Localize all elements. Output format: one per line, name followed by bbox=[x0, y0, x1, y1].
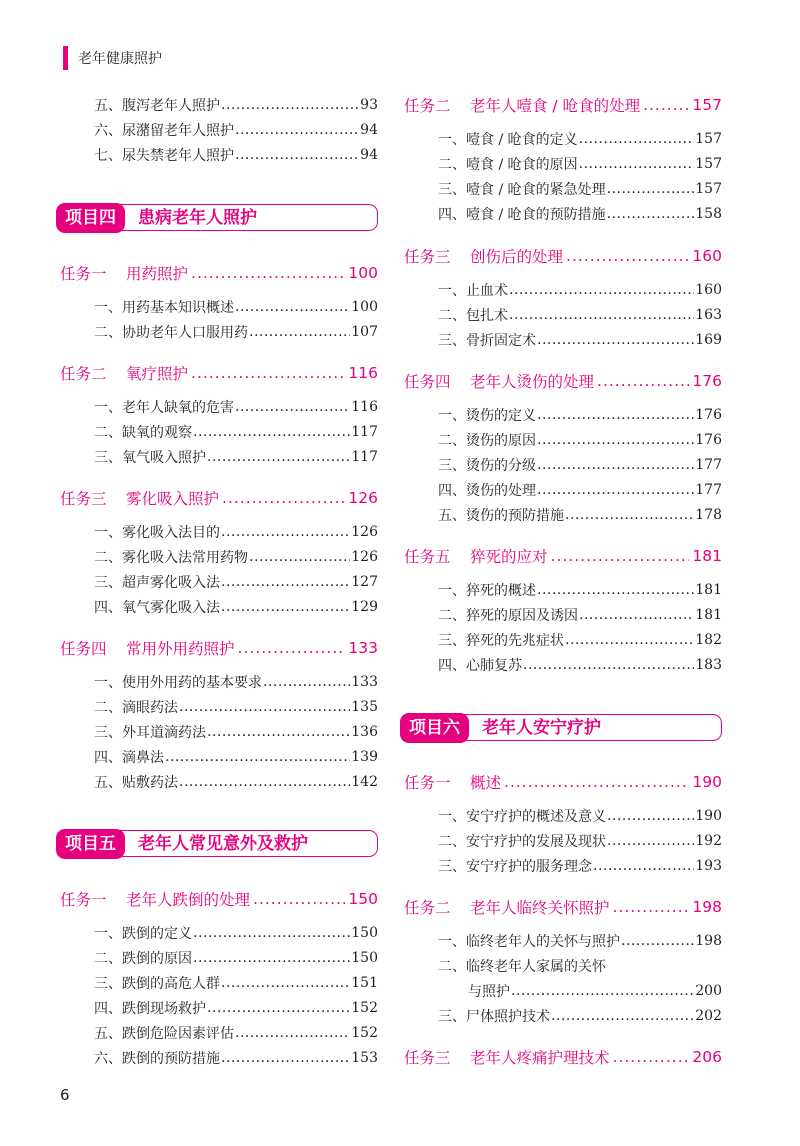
entry-title: 四、跌倒现场救护 bbox=[94, 1001, 206, 1017]
entry-title: 七、尿失禁老年人照护 bbox=[94, 148, 234, 164]
dot-leader bbox=[509, 282, 694, 298]
entry-page-number: 177 bbox=[695, 482, 722, 498]
toc-entry[interactable] bbox=[94, 997, 378, 1019]
dot-leader bbox=[537, 332, 694, 348]
dot-leader bbox=[207, 449, 350, 465]
dot-leader bbox=[221, 574, 350, 590]
toc-entry[interactable] bbox=[438, 153, 722, 175]
dot-leader bbox=[238, 639, 346, 657]
entry-title: 四、心肺复苏 bbox=[438, 658, 522, 674]
task-page-number: 133 bbox=[348, 639, 378, 657]
dot-leader bbox=[566, 247, 689, 265]
toc-entry[interactable] bbox=[438, 930, 722, 952]
entry-page-number: 169 bbox=[695, 332, 722, 348]
dot-leader bbox=[593, 858, 694, 874]
entry-page-number: 160 bbox=[695, 282, 722, 298]
entry-page-number: 193 bbox=[695, 858, 722, 874]
toc-entry[interactable] bbox=[94, 144, 378, 166]
entry-title: 五、贴敷药法 bbox=[94, 775, 178, 791]
entry-title: 三、安宁疗护的服务理念 bbox=[438, 859, 592, 875]
entry-title: 三、跌倒的高危人群 bbox=[94, 976, 220, 992]
entry-page-number: 202 bbox=[695, 1008, 722, 1024]
project-heading[interactable] bbox=[56, 203, 378, 233]
entry-page-number: 182 bbox=[695, 632, 722, 648]
dot-leader bbox=[537, 457, 694, 473]
task-title: 老年人疼痛护理技术 bbox=[470, 1049, 610, 1067]
dot-leader bbox=[643, 96, 689, 114]
entry-title: 一、雾化吸入法目的 bbox=[94, 525, 220, 541]
task-page-number: 190 bbox=[692, 773, 722, 791]
entry-page-number: 94 bbox=[360, 122, 378, 138]
project-title: 患病老年人照护 bbox=[138, 208, 257, 228]
task-label: 任务二 bbox=[60, 365, 107, 383]
entry-page-number: 183 bbox=[695, 657, 722, 673]
toc-entry[interactable] bbox=[438, 504, 722, 526]
entry-title: 二、安宁疗护的发展及现状 bbox=[438, 834, 606, 850]
task-page-number: 160 bbox=[692, 247, 722, 265]
toc-entry[interactable] bbox=[94, 771, 378, 793]
project-title: 老年人安宁疗护 bbox=[482, 718, 601, 738]
entry-page-number: 158 bbox=[695, 206, 722, 222]
entry-title: 一、噎食 / 呛食的定义 bbox=[438, 132, 578, 148]
entry-title: 五、跌倒危险因素评估 bbox=[94, 1026, 234, 1042]
entry-page-number: 198 bbox=[695, 933, 722, 949]
dot-leader bbox=[613, 1048, 690, 1066]
toc-entry[interactable] bbox=[94, 947, 378, 969]
entry-title: 一、用药基本知识概述 bbox=[94, 300, 234, 316]
entry-page-number: 129 bbox=[351, 599, 378, 615]
entry-title: 一、临终老年人的关怀与照护 bbox=[438, 934, 620, 950]
entry-title: 二、包扎术 bbox=[438, 308, 508, 324]
task-title: 老年人跌倒的处理 bbox=[126, 891, 251, 909]
toc-entry[interactable] bbox=[438, 128, 722, 150]
dot-leader bbox=[523, 657, 694, 673]
page-number: 6 bbox=[60, 1086, 70, 1104]
toc-entry[interactable] bbox=[438, 479, 722, 501]
toc-entry[interactable] bbox=[94, 521, 378, 543]
task-page-number: 198 bbox=[692, 898, 722, 916]
entry-title: 一、止血术 bbox=[438, 283, 508, 299]
dot-leader bbox=[221, 599, 350, 615]
dot-leader bbox=[565, 507, 694, 523]
entry-title: 二、猝死的原因及诱因 bbox=[438, 608, 578, 624]
entry-title: 二、缺氧的观察 bbox=[94, 425, 192, 441]
entry-title: 三、氧气吸入照护 bbox=[94, 450, 206, 466]
entry-title: 六、尿潴留老年人照护 bbox=[94, 123, 234, 139]
project-number-tag: 项目六 bbox=[400, 713, 469, 743]
entry-title: 三、超声雾化吸入法 bbox=[94, 575, 220, 591]
entry-title: 二、滴眼药法 bbox=[94, 700, 178, 716]
toc-entry[interactable] bbox=[94, 446, 378, 468]
entry-title: 一、安宁疗护的概述及意义 bbox=[438, 809, 606, 825]
entry-page-number: 192 bbox=[695, 833, 722, 849]
dot-leader bbox=[165, 749, 350, 765]
entry-title: 二、噎食 / 呛食的原因 bbox=[438, 157, 578, 173]
entry-title: 三、骨折固定术 bbox=[438, 333, 536, 349]
dot-leader bbox=[607, 206, 695, 222]
entry-title: 一、使用外用药的基本要求 bbox=[94, 675, 262, 691]
toc-task-heading[interactable] bbox=[60, 261, 378, 285]
toc-entry[interactable] bbox=[438, 1005, 722, 1027]
entry-page-number: 153 bbox=[351, 1050, 378, 1066]
dot-leader bbox=[179, 699, 350, 715]
toc-entry[interactable] bbox=[438, 178, 722, 200]
dot-leader bbox=[207, 724, 350, 740]
toc-entry[interactable] bbox=[438, 579, 722, 601]
dot-leader bbox=[607, 808, 694, 824]
task-label: 任务五 bbox=[404, 548, 451, 566]
dot-leader bbox=[193, 950, 350, 966]
toc-entry[interactable] bbox=[94, 972, 378, 994]
dot-leader bbox=[565, 632, 694, 648]
dot-leader bbox=[511, 983, 694, 999]
entry-title: 三、猝死的先兆症状 bbox=[438, 633, 564, 649]
toc-task-heading[interactable] bbox=[404, 93, 722, 117]
dot-leader bbox=[537, 432, 694, 448]
task-label: 任务三 bbox=[60, 490, 107, 508]
toc-entry[interactable] bbox=[94, 1022, 378, 1044]
dot-leader bbox=[221, 975, 350, 991]
toc-entry[interactable] bbox=[94, 296, 378, 318]
dot-leader bbox=[509, 307, 694, 323]
entry-page-number: 151 bbox=[351, 975, 378, 991]
toc-entry[interactable] bbox=[94, 721, 378, 743]
dot-leader bbox=[579, 156, 695, 172]
entry-page-number: 126 bbox=[351, 524, 378, 540]
entry-page-number: 135 bbox=[351, 699, 378, 715]
dot-leader bbox=[537, 582, 694, 598]
toc-entry[interactable] bbox=[438, 604, 722, 626]
entry-page-number: 150 bbox=[351, 925, 378, 941]
toc-task-heading[interactable] bbox=[60, 636, 378, 660]
entry-page-number: 181 bbox=[695, 582, 722, 598]
entry-page-number: 176 bbox=[695, 407, 722, 423]
dot-leader bbox=[235, 122, 359, 138]
toc-entry[interactable] bbox=[94, 922, 378, 944]
dot-leader bbox=[235, 299, 350, 315]
entry-page-number: 100 bbox=[351, 299, 378, 315]
task-label: 任务四 bbox=[60, 640, 107, 658]
dot-leader bbox=[221, 1050, 350, 1066]
dot-leader bbox=[193, 925, 350, 941]
entry-title: 三、噎食 / 呛食的紧急处理 bbox=[438, 182, 606, 198]
dot-leader bbox=[263, 674, 350, 690]
entry-page-number: 190 bbox=[695, 808, 722, 824]
toc-entry[interactable] bbox=[94, 746, 378, 768]
dot-leader bbox=[551, 547, 690, 565]
task-label: 任务三 bbox=[404, 248, 451, 266]
toc-entry[interactable] bbox=[438, 203, 722, 225]
task-title: 老年人烫伤的处理 bbox=[470, 373, 595, 391]
toc-task-heading[interactable] bbox=[60, 887, 378, 911]
project-heading[interactable] bbox=[400, 713, 722, 743]
task-page-number: 206 bbox=[692, 1048, 722, 1066]
toc-entry[interactable] bbox=[94, 546, 378, 568]
project-number-tag: 项目四 bbox=[56, 203, 125, 233]
project-title: 老年人常见意外及救护 bbox=[138, 834, 308, 854]
dot-leader bbox=[249, 549, 350, 565]
toc-entry[interactable] bbox=[94, 396, 378, 418]
toc-task-heading[interactable] bbox=[404, 895, 722, 919]
toc-entry[interactable] bbox=[94, 671, 378, 693]
entry-page-number: 117 bbox=[351, 449, 378, 465]
entry-page-number: 139 bbox=[351, 749, 378, 765]
toc-entry[interactable] bbox=[438, 855, 722, 877]
project-number-tag: 项目五 bbox=[56, 829, 125, 859]
task-title: 氧疗照护 bbox=[126, 365, 189, 383]
dot-leader bbox=[193, 424, 350, 440]
toc-entry-continuation[interactable] bbox=[468, 980, 722, 1002]
entry-title: 一、烫伤的定义 bbox=[438, 408, 536, 424]
entry-page-number: 126 bbox=[351, 549, 378, 565]
dot-leader bbox=[621, 933, 694, 949]
entry-page-number: 93 bbox=[360, 97, 378, 113]
entry-title: 二、跌倒的原因 bbox=[94, 951, 192, 967]
project-heading[interactable] bbox=[56, 829, 378, 859]
entry-title: 二、烫伤的原因 bbox=[438, 433, 536, 449]
toc-entry[interactable] bbox=[438, 654, 722, 676]
toc-entry[interactable] bbox=[438, 279, 722, 301]
toc-entry[interactable] bbox=[438, 955, 722, 977]
toc-entry[interactable] bbox=[94, 321, 378, 343]
entry-page-number: 157 bbox=[695, 131, 722, 147]
entry-page-number: 152 bbox=[351, 1000, 378, 1016]
dot-leader bbox=[235, 147, 359, 163]
dot-leader bbox=[191, 364, 345, 382]
dot-leader bbox=[235, 399, 350, 415]
toc-task-heading[interactable] bbox=[404, 244, 722, 268]
dot-leader bbox=[249, 324, 350, 340]
entry-page-number: 163 bbox=[695, 307, 722, 323]
entry-page-number: 127 bbox=[351, 574, 378, 590]
toc-entry[interactable] bbox=[94, 421, 378, 443]
dot-leader bbox=[207, 1000, 350, 1016]
entry-title: 一、跌倒的定义 bbox=[94, 926, 192, 942]
task-title: 用药照护 bbox=[126, 265, 189, 283]
task-title: 常用外用药照护 bbox=[126, 640, 235, 658]
toc-task-heading[interactable] bbox=[404, 544, 722, 568]
toc-entry[interactable] bbox=[94, 94, 378, 116]
entry-page-number: 181 bbox=[695, 607, 722, 623]
entry-title: 二、协助老年人口服用药 bbox=[94, 325, 248, 341]
dot-leader bbox=[613, 898, 690, 916]
toc-entry[interactable] bbox=[438, 830, 722, 852]
task-label: 任务一 bbox=[60, 265, 107, 283]
toc-entry[interactable] bbox=[94, 596, 378, 618]
dot-leader bbox=[607, 833, 694, 849]
toc-entry[interactable] bbox=[438, 304, 722, 326]
task-page-number: 176 bbox=[692, 372, 722, 390]
dot-leader bbox=[537, 407, 694, 423]
entry-title: 三、外耳道滴药法 bbox=[94, 725, 206, 741]
entry-page-number: 177 bbox=[695, 457, 722, 473]
dot-leader bbox=[551, 1008, 694, 1024]
task-title: 老年人噎食 / 呛食的处理 bbox=[470, 97, 641, 115]
toc-task-heading[interactable] bbox=[404, 770, 722, 794]
task-page-number: 181 bbox=[692, 547, 722, 565]
toc-entry[interactable] bbox=[438, 329, 722, 351]
dot-leader bbox=[235, 1025, 350, 1041]
toc-entry[interactable] bbox=[94, 1047, 378, 1069]
entry-page-number: 94 bbox=[360, 147, 378, 163]
entry-title: 四、氧气雾化吸入法 bbox=[94, 600, 220, 616]
entry-page-number: 136 bbox=[351, 724, 378, 740]
task-label: 任务一 bbox=[404, 774, 451, 792]
task-title: 创伤后的处理 bbox=[470, 248, 564, 266]
entry-page-number: 176 bbox=[695, 432, 722, 448]
entry-title: 一、猝死的概述 bbox=[438, 583, 536, 599]
task-title: 概述 bbox=[470, 774, 502, 792]
entry-title: 三、烫伤的分级 bbox=[438, 458, 536, 474]
entry-page-number: 178 bbox=[695, 507, 722, 523]
toc-task-heading[interactable] bbox=[404, 369, 722, 393]
dot-leader bbox=[504, 773, 689, 791]
entry-title: 一、老年人缺氧的危害 bbox=[94, 400, 234, 416]
dot-leader bbox=[253, 890, 345, 908]
entry-title: 二、临终老年人家属的关怀 bbox=[438, 959, 606, 975]
entry-page-number: 150 bbox=[351, 950, 378, 966]
toc-entry[interactable] bbox=[94, 571, 378, 593]
task-label: 任务四 bbox=[404, 373, 451, 391]
entry-title: 五、烫伤的预防措施 bbox=[438, 508, 564, 524]
entry-page-number: 117 bbox=[351, 424, 378, 440]
toc-entry[interactable] bbox=[438, 454, 722, 476]
header-accent-bar bbox=[63, 46, 68, 70]
toc-entry[interactable] bbox=[438, 629, 722, 651]
dot-leader bbox=[579, 607, 694, 623]
toc-task-heading[interactable] bbox=[60, 361, 378, 385]
dot-leader bbox=[222, 489, 345, 507]
task-title: 猝死的应对 bbox=[470, 548, 548, 566]
toc-task-heading[interactable] bbox=[404, 1045, 722, 1069]
task-label: 任务一 bbox=[60, 891, 107, 909]
task-page-number: 150 bbox=[348, 890, 378, 908]
task-label: 任务二 bbox=[404, 97, 451, 115]
toc-entry[interactable] bbox=[94, 696, 378, 718]
entry-page-number: 133 bbox=[351, 674, 378, 690]
entry-page-number: 152 bbox=[351, 1025, 378, 1041]
entry-title: 五、腹泻老年人照护 bbox=[94, 98, 220, 114]
task-page-number: 100 bbox=[348, 264, 378, 282]
dot-leader bbox=[221, 97, 359, 113]
toc-entry[interactable] bbox=[438, 404, 722, 426]
entry-title: 六、跌倒的预防措施 bbox=[94, 1051, 220, 1067]
dot-leader bbox=[537, 482, 694, 498]
dot-leader bbox=[221, 524, 350, 540]
task-label: 任务二 bbox=[404, 899, 451, 917]
entry-title: 四、滴鼻法 bbox=[94, 750, 164, 766]
toc-entry[interactable] bbox=[94, 119, 378, 141]
entry-title: 二、雾化吸入法常用药物 bbox=[94, 550, 248, 566]
task-label: 任务三 bbox=[404, 1049, 451, 1067]
task-title: 老年人临终关怀照护 bbox=[470, 899, 610, 917]
dot-leader bbox=[597, 372, 689, 390]
book-title: 老年健康照护 bbox=[78, 51, 162, 67]
entry-title-continuation: 与照护 bbox=[468, 984, 510, 1000]
entry-page-number: 116 bbox=[351, 399, 378, 415]
dot-leader bbox=[179, 774, 350, 790]
task-page-number: 126 bbox=[348, 489, 378, 507]
entry-page-number: 200 bbox=[695, 983, 722, 999]
entry-title: 四、噎食 / 呛食的预防措施 bbox=[438, 207, 606, 223]
task-title: 雾化吸入照护 bbox=[126, 490, 220, 508]
running-header bbox=[63, 46, 162, 70]
dot-leader bbox=[579, 131, 695, 147]
entry-title: 四、烫伤的处理 bbox=[438, 483, 536, 499]
task-page-number: 157 bbox=[692, 96, 722, 114]
toc-entry[interactable] bbox=[438, 805, 722, 827]
toc-task-heading[interactable] bbox=[60, 486, 378, 510]
dot-leader bbox=[191, 264, 345, 282]
toc-entry[interactable] bbox=[438, 429, 722, 451]
task-page-number: 116 bbox=[348, 364, 378, 382]
entry-title: 三、尸体照护技术 bbox=[438, 1009, 550, 1025]
entry-page-number: 107 bbox=[351, 324, 378, 340]
entry-page-number: 157 bbox=[695, 156, 722, 172]
entry-page-number: 142 bbox=[351, 774, 378, 790]
entry-page-number: 157 bbox=[695, 181, 722, 197]
dot-leader bbox=[607, 181, 695, 197]
